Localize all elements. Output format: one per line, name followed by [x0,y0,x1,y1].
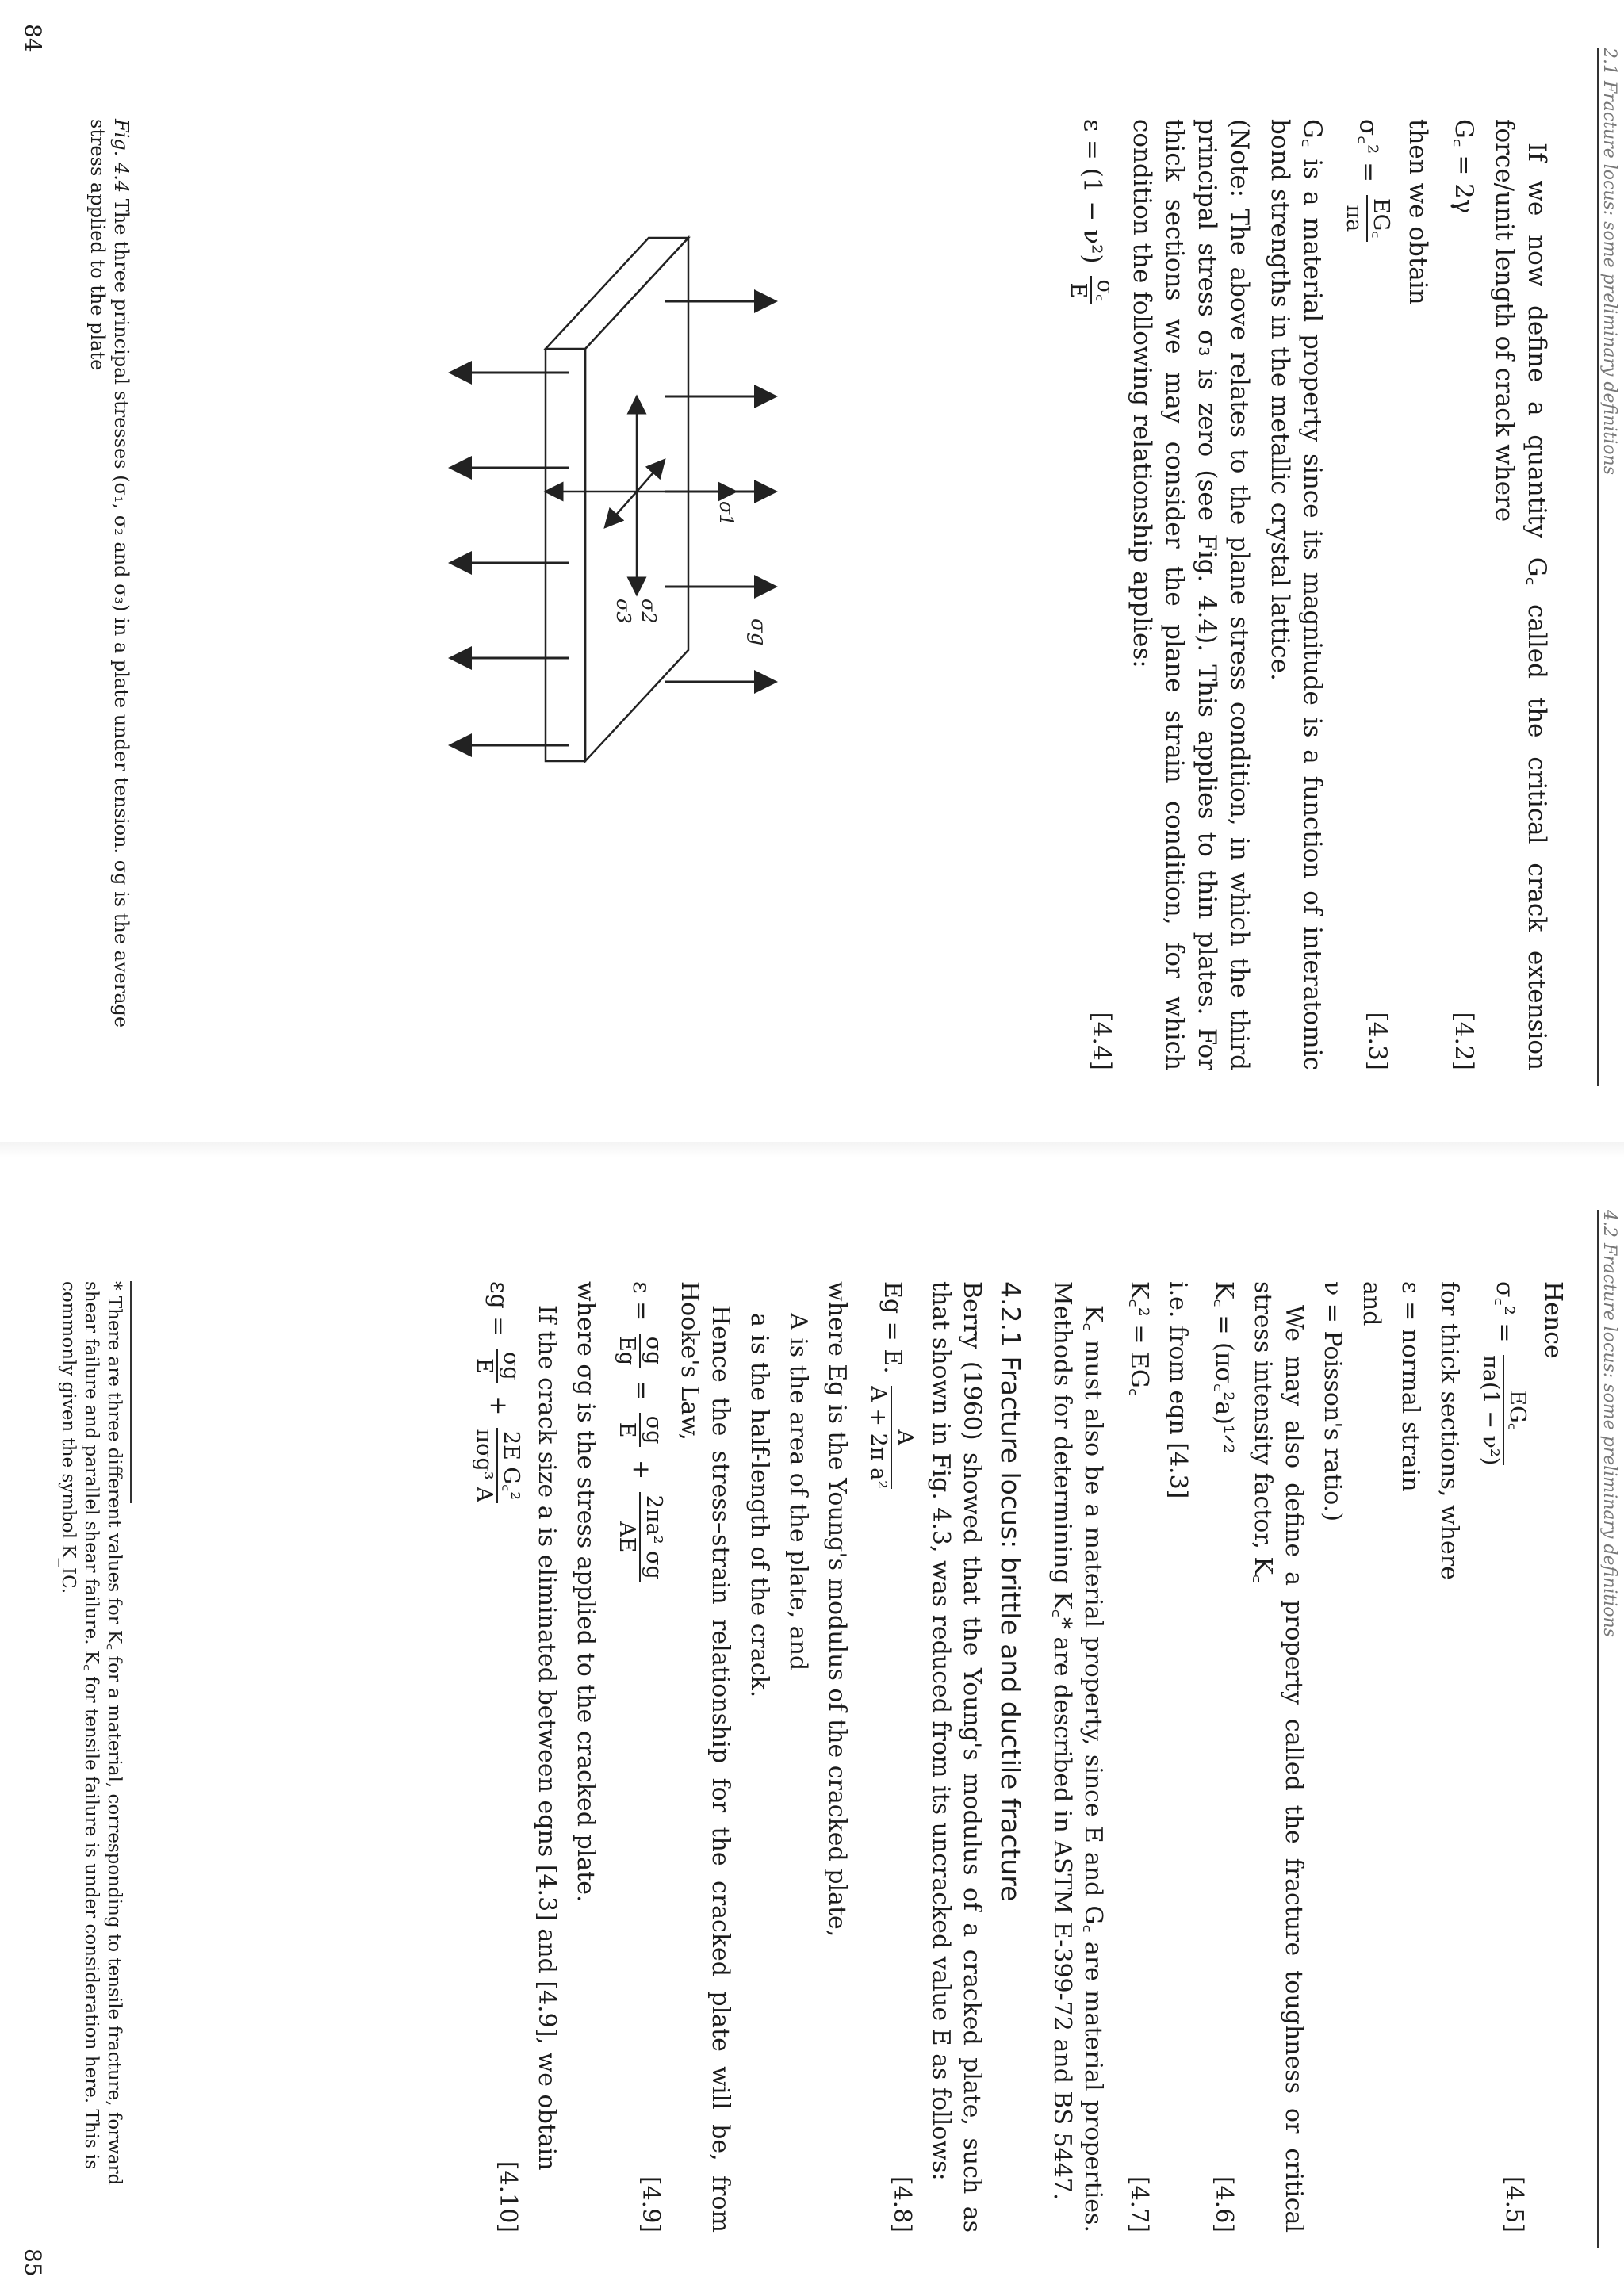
eq-4-6-expr: K꜀ = (πσ꜀²a)¹ᐟ² [1210,1281,1238,1454]
and-text: and [1358,1281,1385,1326]
thick-sections-text: for thick sections, where [1435,1281,1463,1580]
eq-4-2-number: [4.2] [1450,1012,1478,1070]
hence-text: Hence [1539,1281,1567,1359]
from-eqn-text: i.e. from eqn [4.3] [1164,1281,1192,1499]
eq-4-3-fraction [1341,195,1393,242]
eq-4-8-denominator: A + 2π a² [866,1386,891,1490]
eq-4-5-fraction [1477,1355,1530,1465]
figure-4-4-plate-diagram [181,143,783,793]
eq-4-8-fraction [865,1386,917,1489]
plate-front-face [546,349,585,761]
eq-4-8-numerator: A [891,1386,917,1489]
running-head-left: 2.1 Fracture locus: some preliminary definitions [1597,48,1619,1086]
left-text-column [1052,119,1553,1070]
page-number-85: 85 [20,2248,46,2277]
book-gutter [0,1142,1624,1158]
label-sigma-2: σ2 [638,599,660,624]
eq-4-8-lhs: Eg = E. [879,1281,906,1374]
paragraph-gc-definition: If we now define a quantity G꜀ called the critical crack extension force/unit length of crack where [1490,119,1551,1070]
eq-4-10-num-1: σg [496,1349,523,1383]
paragraph-kc-methods: K꜀ must also be a material property, since E and G꜀ are material properties. Methods for determining K꜀* are described in ASTM E-399-72 and BS 5447. [1048,1281,1107,2233]
eq-4-9-frac-1 [614,1334,666,1368]
paragraph-fracture-toughness: We may also define a property called the fracture toughness or critical stress intensity factor, K꜀ [1249,1281,1308,2233]
eq-4-10-lhs: εg = [485,1281,512,1337]
eq-4-9-den-2: E [615,1422,639,1438]
eq-4-9-plus: + [627,1459,655,1480]
normal-strain-def: ε = normal strain [1396,1281,1424,1492]
eq-4-10-num-2: 2E G꜀² [496,1428,523,1503]
paragraph-gc-material: G꜀ is a material property since its magnitude is a function of interatomic bond strengths in the metallic crystal lattice. [1266,119,1327,1070]
equation-4-8 [860,1281,917,2233]
eq-4-10-den-1: E [472,1357,496,1374]
eq-4-10-number: [4.10] [494,2160,522,2233]
eq-4-4-lhs: ε = (1 − ν²) [1078,119,1107,264]
equation-4-4 [1060,119,1117,1070]
footnote-rule [130,1281,132,1503]
where-a-area: A is the area of the plate, and [784,1313,812,1671]
eq-4-9-den-1: Eg [615,1336,639,1366]
eq-4-8-number: [4.8] [888,2175,916,2233]
eq-4-10-plus: + [485,1395,512,1416]
equation-4-6 [1201,1281,1239,2233]
eq-4-9-frac-2 [614,1413,666,1448]
eq-4-9-num-1: σg [639,1334,666,1368]
poisson-def: ν = Poisson's ratio.) [1319,1281,1346,1522]
label-sigma-g: σg [746,618,770,646]
eq-4-9-num-2: σg [639,1413,666,1448]
where-a-crack: a is the half-length of the crack. [745,1313,773,1698]
eq-4-10-frac-1 [471,1349,523,1383]
eq-4-9-equals: = [627,1380,655,1401]
then-text: then we obtain [1404,119,1432,305]
paragraph-plane-stress-note: (Note: The above relates to the plane stress condition, in which the third principal stress σ₃ is zero (see Fig. 4.4). This applies to thin plates. For thick sections we may consider the plane strain condition, for which condition the following relationship applies: [1128,119,1254,1070]
paragraph-eliminate-a: If the crack size a is eliminated between eqns [4.3] and [4.9], we obtain [533,1305,561,2171]
equation-4-9 [609,1281,666,2233]
label-sigma-3: σ3 [612,599,634,624]
equation-4-2 [1442,119,1480,1070]
footnote-kc: * There are three different values for K꜀ for a material, corresponding to tensile fracture, forward shear failure and parallel shear failure. K꜀ for tensile failure is under consideration here. This is commonly given the symbol K_IC. [58,1281,124,2186]
equation-4-3 [1336,119,1393,1070]
label-sigma-1: σ1 [715,501,737,526]
running-head-right: 4.2 Fracture locus: some preliminary definitions [1597,1210,1619,2248]
page-number-84: 84 [20,24,46,52]
where-sigma-g: where σg is the stress applied to the cracked plate. [572,1281,599,1903]
eq-4-4-numerator: σ꜀ [1090,276,1117,304]
eq-4-5-number: [4.5] [1500,2175,1528,2233]
right-text-column [458,1281,1568,2233]
page-84 [0,0,1624,1134]
eq-4-9-num-3: 2πa² σg [639,1492,666,1582]
paragraph-hookes-law: Hence the stress–strain relationship for the cracked plate will be, from Hooke's Law, [676,1281,734,2233]
equation-4-5 [1473,1281,1530,2233]
section-heading-4-2-1: 4.2.1 Fracture locus: brittle and ductile fracture [995,1281,1026,1902]
eq-4-4-fraction [1065,276,1117,304]
eq-4-3-number: [4.3] [1363,1012,1392,1070]
eq-4-10-frac-2 [471,1428,523,1503]
eq-4-3-lhs: σ꜀² = [1354,119,1383,183]
eq-4-6-number: [4.6] [1210,2175,1238,2233]
eq-4-7-expr: K꜀² = EG꜀ [1125,1281,1153,1397]
eq-4-9-frac-3 [614,1492,666,1582]
page-85 [0,1162,1624,2296]
equation-4-7 [1116,1281,1155,2233]
eq-4-9-lhs: ε = [627,1281,655,1322]
eq-4-3-numerator: EG꜀ [1366,195,1393,242]
where-eg: where Eg is the Young's modulus of the cracked plate, [823,1281,851,1938]
paragraph-berry: Berry (1960) showed that the Young's modulus of a cracked plate, such as that shown in Fig. 4.3, was reduced from its uncracked value E as follows: [927,1281,986,2233]
caption-text: The three principal stresses (σ₁, σ₂ and σ₃) in a plate under tension. σg is the average stress applied to the plate [86,119,132,1028]
eq-4-9-den-3: AE [615,1521,639,1553]
eq-4-5-lhs: σ꜀² = [1491,1281,1519,1343]
eq-4-10-den-2: πσg³ A [472,1429,496,1502]
eq-4-5-numerator: EG꜀ [1503,1355,1530,1465]
eq-4-9-number: [4.9] [637,2175,665,2233]
eq-4-2-expr: G꜀ = 2γ [1450,119,1478,214]
caption-label: Fig. 4.4 [110,119,132,193]
eq-4-7-number: [4.7] [1125,2175,1153,2233]
equation-4-10 [466,1281,523,2233]
figure-4-4-caption [86,119,133,1070]
eq-4-5-denominator: πa(1 − ν²) [1478,1355,1503,1466]
eq-4-3-denominator: πa [1342,205,1366,232]
eq-4-4-number: [4.4] [1087,1012,1116,1070]
eq-4-4-denominator: E [1066,282,1090,299]
